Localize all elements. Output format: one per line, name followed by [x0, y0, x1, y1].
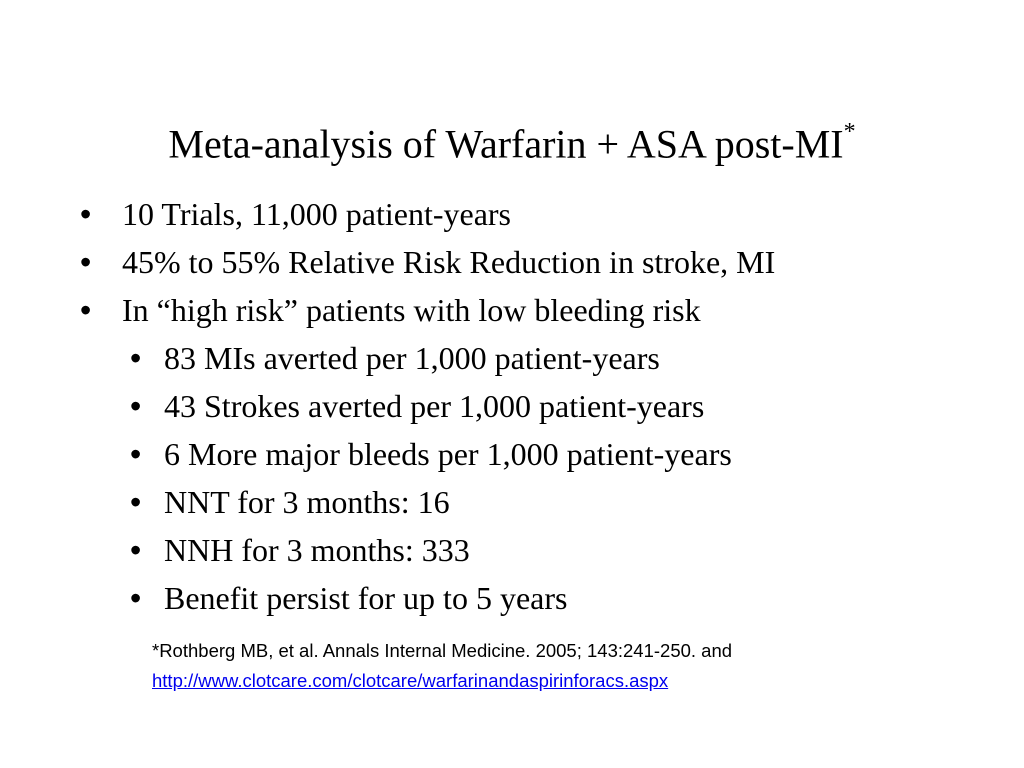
title-footnote-marker: * — [843, 119, 856, 145]
sub-bullet-item — [0, 478, 1024, 526]
bullet-item — [0, 286, 1024, 334]
bullet-dot-icon: • — [80, 196, 92, 232]
sub-bullet-text: 43 Strokes averted per 1,000 patient-years — [164, 388, 705, 424]
bullet-dot-icon: • — [130, 340, 142, 376]
bullet-list — [0, 190, 1024, 622]
bullet-dot-icon: • — [130, 532, 142, 568]
bullet-item — [0, 190, 1024, 238]
footnote — [152, 636, 732, 696]
slide-title — [0, 108, 1024, 172]
sub-bullet-text: NNT for 3 months: 16 — [164, 484, 450, 520]
sub-bullet-item — [0, 430, 1024, 478]
footnote-citation: *Rothberg MB, et al. Annals Internal Medicine. 2005; 143:241-250. and — [152, 640, 733, 661]
sub-bullet-text: Benefit persist for up to 5 years — [164, 580, 568, 616]
footnote-link[interactable]: http://www.clotcare.com/clotcare/warfarinandaspirinforacs.aspx — [152, 670, 669, 691]
bullet-dot-icon: • — [130, 484, 142, 520]
slide-title-text: Meta-analysis of Warfarin + ASA post-MI — [168, 121, 844, 167]
bullet-text: 45% to 55% Relative Risk Reduction in stroke, MI — [122, 244, 776, 280]
sub-bullet-item — [0, 334, 1024, 382]
bullet-dot-icon: • — [130, 436, 142, 472]
bullet-text: In “high risk” patients with low bleeding risk — [122, 292, 701, 328]
sub-bullet-text: NNH for 3 months: 333 — [164, 532, 470, 568]
sub-bullet-item — [0, 382, 1024, 430]
sub-bullet-item — [0, 526, 1024, 574]
bullet-dot-icon: • — [80, 244, 92, 280]
bullet-text: 10 Trials, 11,000 patient-years — [122, 196, 511, 232]
bullet-dot-icon: • — [130, 580, 142, 616]
sub-bullet-text: 6 More major bleeds per 1,000 patient-years — [164, 436, 732, 472]
bullet-dot-icon: • — [80, 292, 92, 328]
sub-bullet-item — [0, 574, 1024, 622]
sub-bullet-text: 83 MIs averted per 1,000 patient-years — [164, 340, 660, 376]
bullet-dot-icon: • — [130, 388, 142, 424]
bullet-item — [0, 238, 1024, 286]
